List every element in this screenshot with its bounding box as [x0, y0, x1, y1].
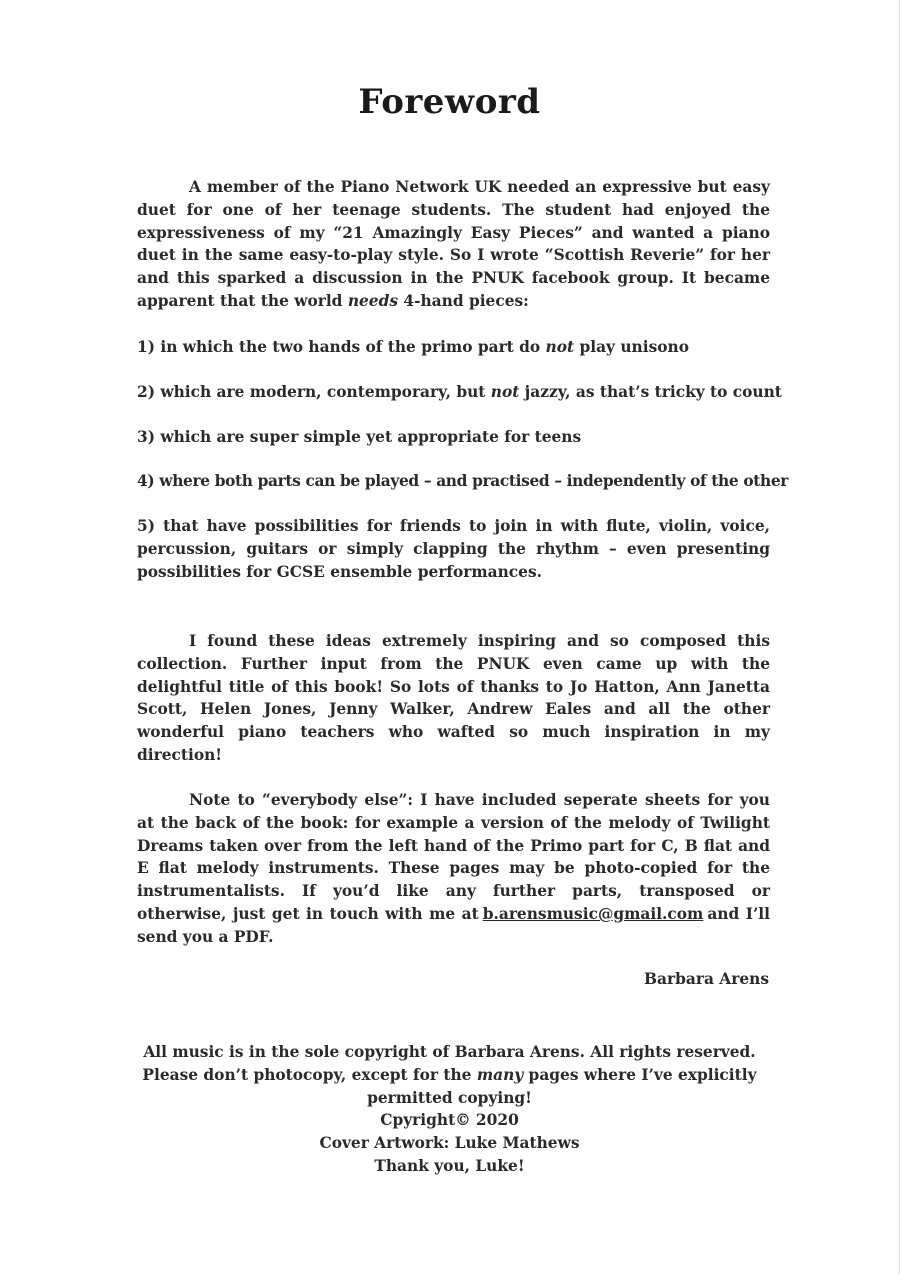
list-item: 4) where both parts can be played – and practised – independently of the other [137, 472, 789, 491]
note-text-end: and I’ll send you a PDF. [137, 904, 770, 946]
intro-emphasis: needs [347, 291, 399, 310]
footer-line: All music is in the sole copyright of Barbara Arens. All rights reserved. [143, 1043, 756, 1061]
list-item: 1) in which the two hands of the primo part do not play unisono [137, 338, 689, 356]
intro-text: A member of the Piano Network UK needed an expressive but easy duet for one of her teenage students. The student had enjoyed the expressiveness of my “21 Amazingly Easy Pieces” and wanted a piano duet in the same easy-to-play style. So I wrote “Scottish Reverie” for her and this sparked a discussion in the PNUK facebook group. It became apparent that the world [137, 178, 770, 310]
footer-line: permitted copying! [367, 1088, 532, 1107]
list-item: 2) which are modern, contemporary, but not jazzy, as that’s tricky to count [137, 382, 782, 401]
footer-line: Please don’t photocopy, except for the many pages where I’ve explicitly [142, 1065, 757, 1084]
list-item: 5) that have possibilities for friends to join in with flute, violin, voice, percussion, guitars or simply clapping the rhythm – even presenting possibilities for GCSE ensemble performances. [137, 517, 770, 581]
list-item: 3) which are super simple yet appropriate for teens [137, 427, 582, 446]
intro-text-end: 4-hand pieces: [398, 291, 529, 310]
requirements-list [137, 336, 789, 606]
footer-line: Cover Artwork: Luke Mathews [319, 1134, 580, 1153]
author-signature: Barbara Arens [644, 970, 769, 988]
footer-line: Thank you, Luke! [374, 1156, 525, 1175]
note-paragraph [137, 789, 770, 949]
intro-paragraph [137, 176, 770, 313]
thanks-paragraph: I found these ideas extremely inspiring and so composed this collection. Further input from the PNUK even came up with the delightful title of this book! So lots of thanks to Jo Hatton, Ann Janetta Scott, Helen Jones, Jenny Walker, Andrew Eales and all the other wonderful piano teachers who wafted so much inspiration in my direction! [137, 632, 770, 764]
note-text: Note to “everybody else”: I have included seperate sheets for you at the back of the book: for example a version of the melody of Twilight Dreams taken over from the left hand of the Primo part for C, B flat and E flat melody instruments. These pages may be photo-copied for the instrumentalists. If you’d like any further parts, transposed or otherwise, just get in touch with me at [137, 791, 770, 923]
footer-line: Cpyright© 2020 [380, 1111, 519, 1130]
page-title: Foreword [358, 82, 541, 122]
copyright-footer [0, 1041, 899, 1178]
email-link[interactable]: b.arensmusic@gmail.com [482, 904, 704, 923]
